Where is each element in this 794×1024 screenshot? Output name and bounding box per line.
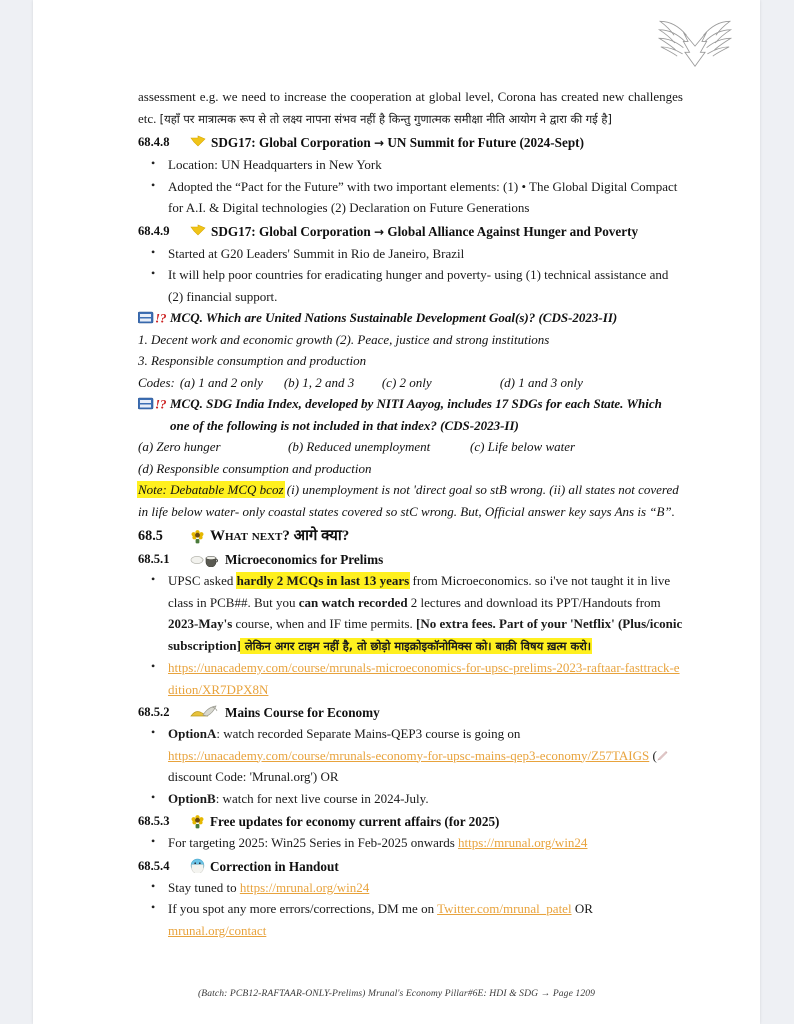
- heading-68-5: [138, 526, 683, 547]
- mcq-2-note: [138, 479, 683, 522]
- mcq-2-option-a: (a) Zero hunger: [138, 439, 221, 454]
- mcq-1-option-d: (d) 1 and 3 only: [499, 374, 583, 390]
- heading-text: Correction in Handout: [210, 858, 339, 874]
- mcq-2-option-c: (c) Life below water: [470, 439, 576, 454]
- mcq-1-option-c: (c) 2 only: [381, 374, 432, 390]
- mask-face-icon: [190, 856, 205, 876]
- sunflower-icon: [190, 526, 205, 546]
- svg-text:!?: !?: [155, 310, 167, 325]
- heading-number: 68.5.1: [138, 552, 170, 566]
- bullet-list-68-5-1: [138, 570, 683, 700]
- arrow-glyph: →: [374, 136, 385, 150]
- note-rest: (i) unemployment is not 'direct goal so stB wrong. (ii) all states not covered in life below water- only coastal states covered so stC wrong. But, Official answer key says Ans is “B”.: [138, 482, 679, 519]
- mcq-2-options-row-1: [138, 436, 683, 458]
- text-fragment: OR: [571, 901, 593, 916]
- heading-text: [211, 221, 638, 243]
- heading-68-4-8: [138, 132, 683, 154]
- document-page: [33, 0, 760, 1024]
- option-a-label: OptionA: [168, 726, 217, 741]
- heading-68-5-3: [138, 811, 683, 832]
- list-item: [138, 570, 683, 657]
- gold-chevron-icon: [190, 132, 206, 152]
- list-item: [138, 877, 683, 899]
- bullet-list-68-5-4: [138, 877, 683, 942]
- text-fragment: (: [649, 747, 657, 763]
- mcq-2-stem: [138, 393, 683, 436]
- text-fragment: If you spot any more errors/corrections, DM me on: [168, 901, 438, 916]
- list-item: • Location: UN Headquarters in New York: [138, 154, 683, 176]
- mcq-badge-icon: [138, 307, 168, 327]
- heading-number: 68.5.2: [138, 705, 170, 719]
- heading-number: 68.5.4: [138, 858, 170, 873]
- mains-qep3-course-link[interactable]: https://unacademy.com/course/mrunals-economy-for-upsc-mains-qep3-economy/Z57TAIGS: [168, 747, 650, 763]
- arrow-glyph: →: [374, 224, 385, 239]
- list-item: [138, 832, 683, 854]
- mains-course-icon: [190, 702, 220, 722]
- mcq-1-statement-2: 3. Responsible consumption and production: [138, 353, 367, 368]
- win24-link[interactable]: https://mrunal.org/win24: [458, 835, 588, 850]
- heading-number: 68.5.3: [138, 814, 170, 828]
- heading-68-5-4: [138, 856, 683, 877]
- heading-text: Mains Course for Economy: [225, 705, 380, 720]
- bullet-list-68-5-3: [138, 832, 683, 854]
- text-fragment: from Microeconomics. so i've not taught it in live class in PCB##. But you: [168, 573, 671, 610]
- list-item: [138, 657, 683, 700]
- option-b-label: OptionB: [168, 790, 216, 806]
- text-fragment: discount Code: 'Mrunal.org') OR: [168, 769, 339, 784]
- text-bold: [No extra fees. Part of your 'Netflix' (Plus/iconic subscription]: [168, 616, 683, 653]
- heading-text: Free updates for economy current affairs (for 2025): [210, 814, 500, 829]
- text-fragment: UPSC asked: [168, 573, 237, 588]
- mcq-1-statement-1: 1. Decent work and economic growth (2). Peace, justice and strong institutions: [138, 331, 550, 347]
- teacup-icon: [190, 549, 220, 569]
- option-b-text: : watch for next live course in 2024-July.: [215, 790, 429, 806]
- intro-text-en: assessment e.g. we need to increase the cooperation at global level, Corona has created new challenges etc.: [138, 89, 683, 126]
- mcq-1-codes: [138, 372, 683, 394]
- list-item: • Started at G20 Leaders' Summit in Rio de Janeiro, Brazil: [138, 243, 683, 265]
- heading-68-4-9: [138, 221, 683, 243]
- list-item: [138, 788, 683, 810]
- note-highlight: Note: Debatable MCQ bcoz: [138, 482, 284, 497]
- mcq-2-stem-text: MCQ. SDG India Index, developed by NITI Aayog, includes 17 SDGs for each State. Which one of the following is not included in that index? (CDS-2023-II): [170, 396, 662, 433]
- bullet-list-68-4-8: [138, 154, 683, 219]
- mcq-1-stem: [138, 307, 683, 329]
- heading-text: What next? आगे क्या?: [210, 528, 350, 544]
- heading-text-a: SDG17: Global Corporation: [211, 135, 375, 150]
- list-item: [138, 898, 683, 941]
- heading-text-a: SDG17: Global Corporation: [211, 223, 375, 239]
- list-item: • It will help poor countries for eradicating hunger and poverty- using (1) technical assistance and (2) financial support.: [138, 264, 683, 307]
- svg-text:!?: !?: [155, 396, 167, 411]
- mcq-1-stem-text: MCQ. Which are United Nations Sustainable Development Goal(s)? (CDS-2023-II): [170, 310, 618, 325]
- page-footer: (Batch: PCB12-RAFTAAR-ONLY-Prelims) Mrunal's Economy Pillar#6E: HDI & SDG → Page 1209: [197, 988, 596, 999]
- text-fragment: For targeting 2025: Win25 Series in Feb-2025 onwards: [168, 835, 459, 850]
- text-fragment: Stay tuned to: [168, 879, 240, 895]
- heading-number: 68.5: [138, 528, 163, 544]
- mcq-1-option-b: (b) 1, 2 and 3: [283, 374, 355, 390]
- bullet-list-68-5-2: [138, 723, 683, 809]
- intro-text-hi: [यहाँ पर मात्रात्मक रूप से तो लक्ष्य नापना संभव नहीं है किन्तु गुणात्मक समीक्षा नीति आयोग ने द्वारा की गई है]: [159, 111, 612, 126]
- pen-icon: [657, 748, 669, 763]
- sunflower-icon: [190, 811, 205, 831]
- gold-chevron-icon: [190, 221, 206, 241]
- heading-number: 68.4.8: [138, 135, 170, 149]
- text-bold: can watch recorded: [298, 594, 408, 610]
- mcq-2-option-b: (b) Reduced unemployment: [288, 439, 431, 454]
- bullet-list-68-4-9: [138, 243, 683, 308]
- codes-label: Codes:: [138, 374, 175, 390]
- heading-number: 68.4.9: [138, 223, 170, 238]
- intro-paragraph: [138, 86, 683, 130]
- mcq-1-option-a: (a) 1 and 2 only: [179, 374, 263, 390]
- option-a-text: : watch recorded Separate Mains-QEP3 course is going on: [216, 726, 521, 741]
- heading-68-5-2: [138, 702, 683, 723]
- mcq-2-option-d: (d) Responsible consumption and production: [138, 460, 372, 476]
- contact-link[interactable]: mrunal.org/contact: [168, 922, 267, 938]
- list-item: [138, 723, 683, 788]
- heading-68-5-1: [138, 549, 683, 570]
- document-content: [138, 86, 683, 941]
- heading-text: [211, 132, 584, 154]
- win24-link[interactable]: https://mrunal.org/win24: [239, 879, 370, 895]
- text-bold: 2023-May's: [168, 616, 233, 631]
- heading-text: Microeconomics for Prelims: [225, 552, 384, 567]
- highlight-hindi-note: लेकिन अगर टाइम नहीं है, तो छोड़ो माइक्रोइकॉनोमिक्स को। बाक़ी विषय ख़त्म करो।: [240, 638, 592, 653]
- heading-text-b: UN Summit for Future (2024-Sept): [384, 135, 584, 150]
- mrunal-winged-m-logo: [652, 12, 738, 74]
- mcq-badge-icon: [138, 393, 168, 413]
- heading-text-b: Global Alliance Against Hunger and Poverty: [384, 223, 639, 239]
- microeconomics-course-link[interactable]: https://unacademy.com/course/mrunals-microeconomics-for-upsc-prelims-2023-raftaar-fasttrack-edition/XR7DPX8N: [168, 660, 680, 697]
- list-item: • Adopted the “Pact for the Future” with two important elements: (1) • The Global Digital Compact for A.I. & Digital technologies (2) Declaration on Future Generations: [138, 176, 683, 219]
- highlight-mcq-count: hardly 2 MCQs in last 13 years: [236, 573, 410, 588]
- twitter-link[interactable]: Twitter.com/mrunal_patel: [437, 901, 572, 916]
- text-fragment: 2 lectures and download its PPT/Handouts from: [407, 594, 661, 610]
- text-fragment: course, when and IF time permits.: [232, 616, 417, 631]
